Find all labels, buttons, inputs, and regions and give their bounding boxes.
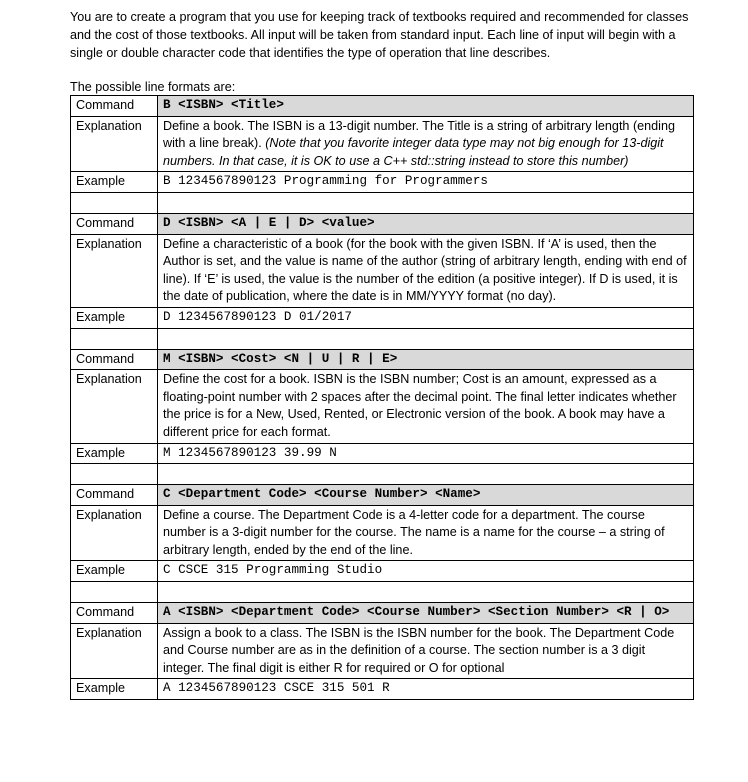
command-row [71,213,694,234]
explanation-label: Explanation [71,623,158,679]
example-text: C CSCE 315 Programming Studio [158,561,694,582]
spacer-row [71,582,694,603]
explanation-text: Define the cost for a book. ISBN is the ISBN number; Cost is an amount, expressed as a floating-point number with 2 spaces after the decimal point. The final letter indicates whether the price is for a New, Used, Rented, or Electronic version of the book. A book may have a different price for each format. [158,370,694,443]
explanation-row [71,505,694,561]
command-syntax: C <Department Code> <Course Number> <Name> [158,485,694,506]
spacer-row [71,464,694,485]
command-syntax: D <ISBN> <A | E | D> <value> [158,213,694,234]
command-label: Command [71,96,158,117]
explanation-row [71,234,694,307]
explanation-text: Define a characteristic of a book (for the book with the given ISBN. If ‘A’ is used, then the Author is set, and the value is name of the author (string of arbitrary length, ending with end of line). If ‘E’ is used, the value is the number of the edition (a positive integer). If D is used, it is the date of publication, where the date is in MM/YYYY format (no day). [158,234,694,307]
example-label: Example [71,172,158,193]
explanation-text [158,116,694,172]
intro-paragraph: You are to create a program that you use for keeping track of textbooks required and recommended for classes and the cost of those textbooks. All input will be taken from standard input. Each line of input will begin with a single or double character code that identifies the type of operation that line describes. [70,10,689,60]
command-row [71,603,694,624]
command-syntax: M <ISBN> <Cost> <N | U | R | E> [158,349,694,370]
explanation-row [71,370,694,443]
command-label: Command [71,603,158,624]
explanation-note: (Note that you favorite integer data type may not big enough for 13-digit numbers. In that case, it is OK to use a C++ std::string instead to store this number) [163,136,664,168]
formats-label: The possible line formats are: [70,80,236,94]
command-label: Command [71,349,158,370]
example-label: Example [71,307,158,328]
command-syntax: A <ISBN> <Department Code> <Course Number> <Section Number> <R | O> [158,603,694,624]
command-syntax: B <ISBN> <Title> [158,96,694,117]
explanation-label: Explanation [71,505,158,561]
example-label: Example [71,679,158,700]
explanation-text: Define a course. The Department Code is a 4-letter code for a department. The course number is a 3-digit number for the course. The name is a name for the course – a string of arbitrary length, ended by the end of the line. [158,505,694,561]
example-row [71,307,694,328]
explanation-label: Explanation [71,234,158,307]
example-row [71,172,694,193]
explanation-text: Assign a book to a class. The ISBN is the ISBN number for the book. The Department Code and Course number are as in the definition of a course. The section number is a 3 digit integer. The final digit is either R for required or O for optional [158,623,694,679]
command-label: Command [71,485,158,506]
command-row [71,349,694,370]
example-row [71,443,694,464]
explanation-label: Explanation [71,116,158,172]
example-text: D 1234567890123 D 01/2017 [158,307,694,328]
command-label: Command [71,213,158,234]
example-text: B 1234567890123 Programming for Programmers [158,172,694,193]
example-row [71,679,694,700]
formats-table [70,95,694,700]
example-label: Example [71,561,158,582]
spacer-row [71,328,694,349]
example-row [71,561,694,582]
explanation-row [71,623,694,679]
explanation-label: Explanation [71,370,158,443]
explanation-main: Define a book. The ISBN is a 13-digit number. The Title is a string of arbitrary length (ending with a line break). [163,118,675,151]
command-row [71,485,694,506]
example-text: A 1234567890123 CSCE 315 501 R [158,679,694,700]
spacer-row [71,192,694,213]
explanation-row [71,116,694,172]
command-row [71,96,694,117]
example-label: Example [71,443,158,464]
example-text: M 1234567890123 39.99 N [158,443,694,464]
